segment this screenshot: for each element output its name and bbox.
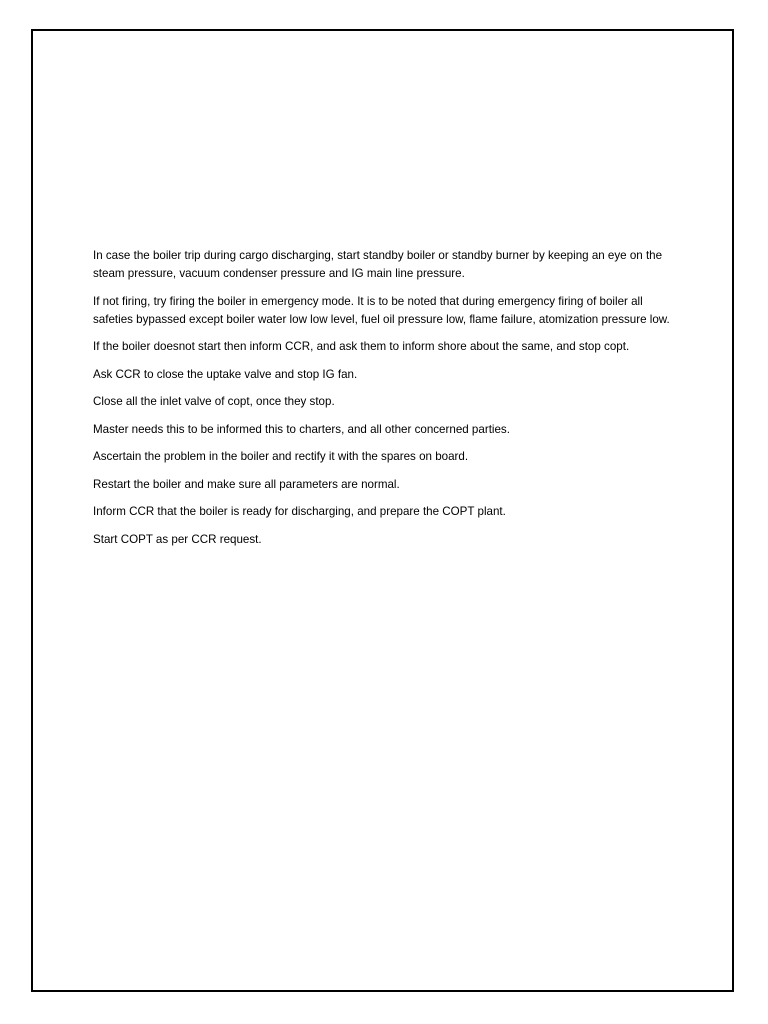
paragraph-ascertain-problem: Ascertain the problem in the boiler and rectify it with the spares on board. bbox=[93, 450, 469, 463]
paragraph-restart-boiler: Restart the boiler and make sure all parameters are normal. bbox=[93, 477, 400, 491]
paragraph-master-inform: Master needs this to be informed this to charters, and all other concerned parties. bbox=[93, 422, 510, 436]
paragraph-boiler-ready: Inform CCR that the boiler is ready for discharging, and prepare the COPT plant. bbox=[93, 505, 506, 518]
paragraph-start-copt: Start COPT as per CCR request. bbox=[93, 532, 262, 546]
paragraph-close-uptake: Ask CCR to close the uptake valve and stop IG fan. bbox=[93, 367, 358, 381]
paragraph-inform-ccr: If the boiler doesnot start then inform CCR, and ask them to inform shore about the same, and stop copt. bbox=[93, 340, 630, 353]
paragraph-close-inlet: Close all the inlet valve of copt, once they stop. bbox=[93, 395, 335, 408]
paragraph-emergency-firing: If not firing, try firing the boiler in emergency mode. It is to be noted that during emergency firing of boiler all safeties bypassed except boiler water low low level, fuel oil pressure low, flame failure, atomization pressure low. bbox=[93, 294, 670, 326]
document-body bbox=[93, 247, 673, 558]
paragraph-boiler-trip: In case the boiler trip during cargo discharging, start standby boiler or standby burner by keeping an eye on the steam pressure, vacuum condenser pressure and IG main line pressure. bbox=[93, 249, 663, 280]
